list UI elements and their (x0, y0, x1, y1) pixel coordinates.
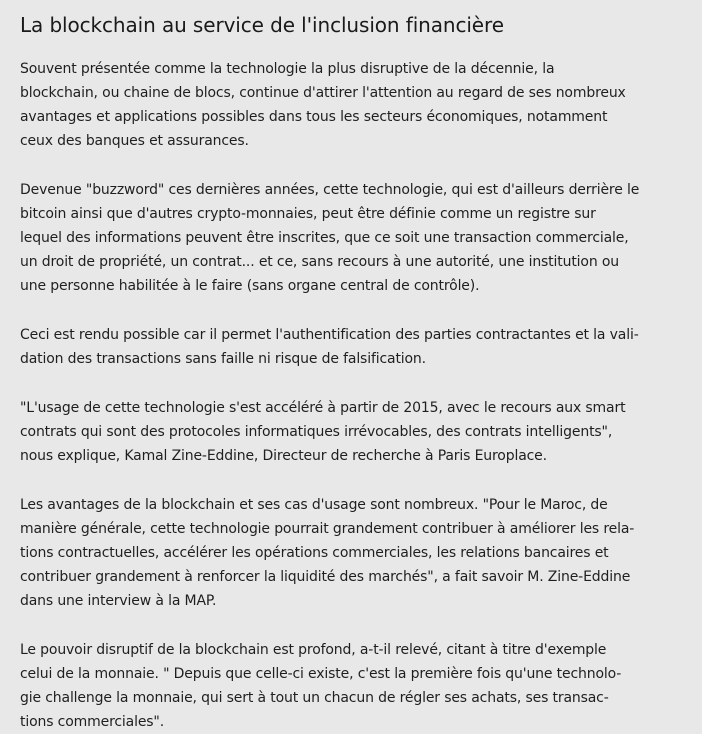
paragraph-line: contrats qui sont des protocoles informatiques irrévocables, des contrats intelligents", (20, 424, 613, 440)
paragraph-line: blockchain, ou chaine de blocs, continue d'attirer l'attention au regard de ses nombreux (20, 85, 626, 101)
article-paragraph (20, 57, 684, 153)
paragraph-line: Ceci est rendu possible car il permet l'authentification des parties contractantes et la vali- (20, 327, 639, 343)
article-paragraph (20, 493, 684, 613)
paragraph-line: Les avantages de la blockchain et ses cas d'usage sont nombreux. "Pour le Maroc, de (20, 497, 608, 513)
paragraph-line: contribuer grandement à renforcer la liquidité des marchés", a fait savoir M. Zine-Eddine (20, 569, 631, 585)
paragraph-line: tions contractuelles, accélérer les opérations commerciales, les relations bancaires et (20, 545, 609, 561)
article-paragraph (20, 178, 684, 298)
paragraph-line: ceux des banques et assurances. (20, 133, 249, 149)
paragraph-line: une personne habilitée à le faire (sans organe central de contrôle). (20, 278, 480, 294)
article-quote-paragraph (20, 396, 684, 468)
paragraph-line: tions commerciales". (20, 714, 165, 730)
paragraph-line: gie challenge la monnaie, qui sert à tout un chacun de régler ses achats, ses transac- (20, 690, 609, 706)
paragraph-line: avantages et applications possibles dans tous les secteurs économiques, notamment (20, 109, 608, 125)
paragraph-line: lequel des informations peuvent être inscrites, que ce soit une transaction commerciale, (20, 230, 629, 246)
article-paragraph (20, 323, 684, 371)
paragraph-line: "L'usage de cette technologie s'est accéléré à partir de 2015, avec le recours aux smart (20, 400, 626, 416)
paragraph-line: bitcoin ainsi que d'autres crypto-monnaies, peut être définie comme un registre sur (20, 206, 596, 222)
paragraph-line: Souvent présentée comme la technologie la plus disruptive de la décennie, la (20, 61, 555, 77)
article-paragraph (20, 638, 684, 734)
paragraph-line: dation des transactions sans faille ni risque de falsification. (20, 351, 426, 367)
article-title: La blockchain au service de l'inclusion financière (20, 13, 504, 37)
paragraph-line: un droit de propriété, un contrat... et ce, sans recours à une autorité, une institution ou (20, 254, 619, 270)
paragraph-line: dans une interview à la MAP. (20, 593, 217, 609)
paragraph-line: celui de la monnaie. " Depuis que celle-ci existe, c'est la première fois qu'une technolo- (20, 666, 622, 682)
paragraph-line: nous explique, Kamal Zine-Eddine, Directeur de recherche à Paris Europlace. (20, 448, 547, 464)
paragraph-line: Devenue "buzzword" ces dernières années, cette technologie, qui est d'ailleurs derrière le (20, 182, 640, 198)
paragraph-line: manière générale, cette technologie pourrait grandement contribuer à améliorer les rela- (20, 521, 635, 537)
paragraph-line: Le pouvoir disruptif de la blockchain est profond, a-t-il relevé, citant à titre d'exemple (20, 642, 607, 658)
